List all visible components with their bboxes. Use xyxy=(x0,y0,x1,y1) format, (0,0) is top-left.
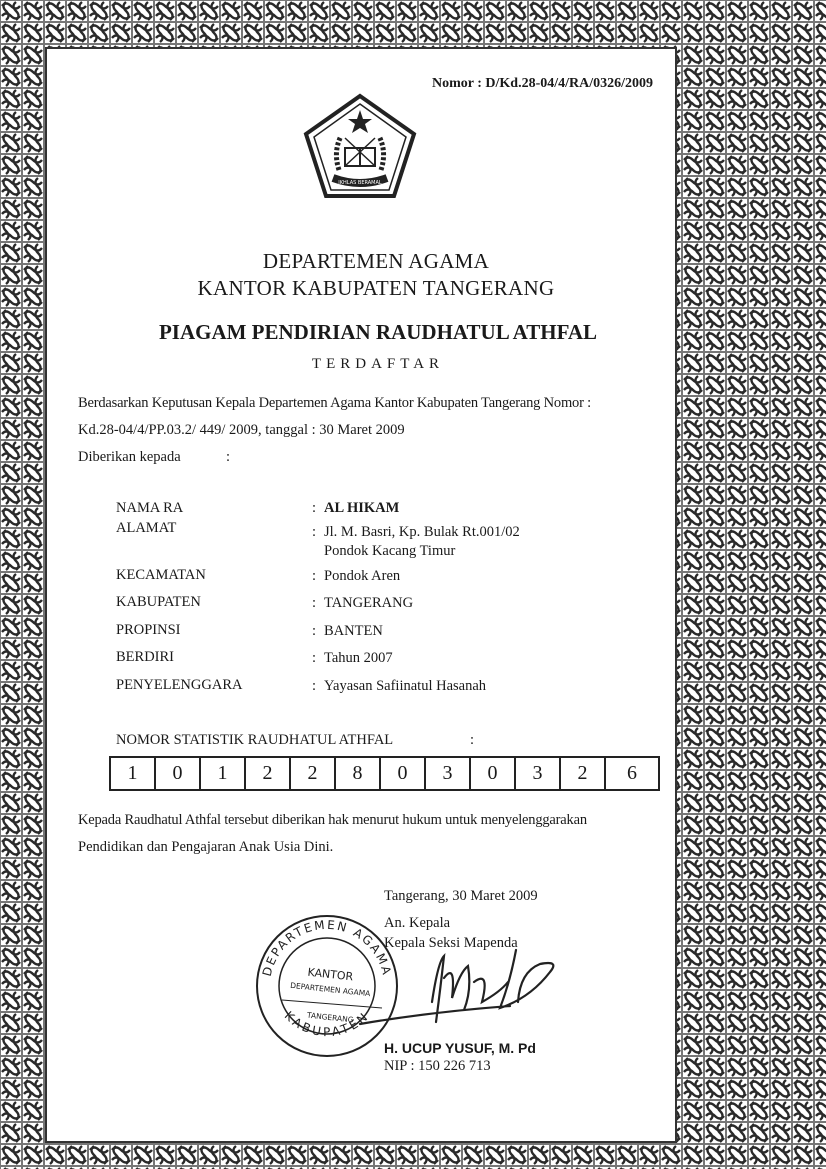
given-to-label: Diberikan kepada xyxy=(78,449,181,465)
detail-label: NAMA RA xyxy=(116,500,184,516)
intro-line-1: Berdasarkan Keputusan Kepala Departemen Agama Kantor Kabupaten Tangerang Nomor : xyxy=(78,395,591,411)
detail-value-kecamatan: Pondok Aren xyxy=(324,568,401,584)
intro-line-2: Kd.28-04/4/PP.03.2/ 449/ 2009, tanggal : 30 Maret 2009 xyxy=(78,422,405,438)
digit-box: 1 xyxy=(109,756,156,791)
detail-value-alamat: Jl. M. Basri, Kp. Bulak Rt.001/02 xyxy=(324,524,520,540)
detail-label: PENYELENGGARA xyxy=(116,677,243,693)
detail-label: PROPINSI xyxy=(116,622,181,638)
digit-box: 2 xyxy=(289,756,336,791)
statistics-number-colon: : xyxy=(470,732,475,748)
detail-value-kabupaten: TANGERANG xyxy=(324,595,414,611)
given-to-colon: : xyxy=(226,449,231,465)
department-name: DEPARTEMEN AGAMA xyxy=(262,249,490,273)
digit-box: 6 xyxy=(604,756,660,791)
handwritten-signature xyxy=(340,942,570,1042)
detail-label: BERDIRI xyxy=(116,649,174,665)
stamp-center-2: DEPARTEMEN AGAMA xyxy=(289,980,371,999)
detail-colon: : xyxy=(312,524,317,540)
ministry-emblem xyxy=(303,92,418,202)
stamp-ring-top: DEPARTEMEN AGAMA xyxy=(259,917,395,978)
stamp-center-1: KANTOR xyxy=(306,965,354,984)
detail-label: KABUPATEN xyxy=(116,594,201,610)
digit-box: 3 xyxy=(514,756,561,791)
office-name: KANTOR KABUPATEN TANGERANG xyxy=(197,276,555,300)
digit-box: 8 xyxy=(334,756,381,791)
signature-place-date: Tangerang, 30 Maret 2009 xyxy=(384,888,538,904)
digit-box: 0 xyxy=(379,756,426,791)
digit-box: 0 xyxy=(154,756,201,791)
signatory-nip: NIP : 150 226 713 xyxy=(384,1058,491,1074)
detail-colon: : xyxy=(312,595,317,611)
signature-on-behalf: An. Kepala xyxy=(384,915,451,931)
digit-box: 2 xyxy=(559,756,606,791)
certificate-title: PIAGAM PENDIRIAN RAUDHATUL ATHFAL xyxy=(158,320,598,344)
closing-line-2: Pendidikan dan Pengajaran Anak Usia Dini. xyxy=(78,839,334,855)
certificate-subtitle: TERDAFTAR xyxy=(311,356,445,372)
signature-position: Kepala Seksi Mapenda xyxy=(384,935,518,951)
digit-box: 1 xyxy=(199,756,246,791)
signatory-name: H. UCUP YUSUF, M. Pd xyxy=(384,1040,536,1056)
stamp-ring-bottom: KABUPATEN xyxy=(281,1008,373,1040)
digit-box: 0 xyxy=(469,756,516,791)
detail-value-penyelenggara: Yayasan Safiinatul Hasanah xyxy=(324,678,487,694)
digit-box: 3 xyxy=(424,756,471,791)
detail-label: ALAMAT xyxy=(116,520,177,536)
detail-value-berdiri: Tahun 2007 xyxy=(324,650,393,666)
emblem-motto: IKHLAS BERAMAL xyxy=(338,180,382,186)
detail-colon: : xyxy=(312,650,317,666)
detail-colon: : xyxy=(312,678,317,694)
closing-line-1: Kepada Raudhatul Athfal tersebut diberikan hak menurut hukum untuk menyelenggarakan xyxy=(78,812,587,828)
detail-label: KECAMATAN xyxy=(116,567,206,583)
statistics-number-boxes xyxy=(109,756,658,791)
detail-value-nama: AL HIKAM xyxy=(324,500,400,516)
digit-box: 2 xyxy=(244,756,291,791)
stamp-center-3: TANGERANG xyxy=(306,1010,354,1025)
statistics-number-label: NOMOR STATISTIK RAUDHATUL ATHFAL xyxy=(116,732,394,748)
detail-colon: : xyxy=(312,500,317,516)
detail-value-propinsi: BANTEN xyxy=(324,623,383,639)
document-number: Nomor : D/Kd.28-04/4/RA/0326/2009 xyxy=(432,76,654,91)
detail-colon: : xyxy=(312,568,317,584)
detail-colon: : xyxy=(312,623,317,639)
detail-value-alamat-2: Pondok Kacang Timur xyxy=(324,543,456,559)
